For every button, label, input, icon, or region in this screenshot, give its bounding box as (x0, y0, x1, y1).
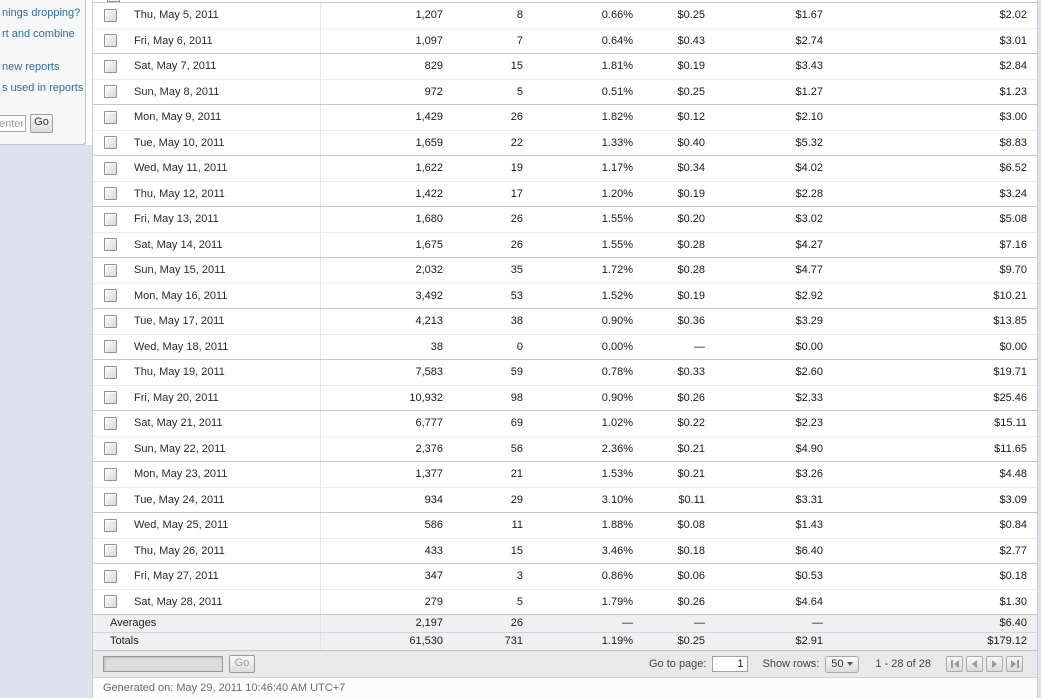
averages-clicks: 26 (510, 617, 523, 629)
row-rpm: $4.02 (795, 162, 823, 174)
row-cpc: $0.06 (677, 570, 705, 582)
report-rows (93, 3, 1037, 615)
table-row (93, 207, 1037, 233)
row-earnings: $1.23 (999, 85, 1027, 98)
row-ctr: 1.20% (601, 187, 633, 200)
row-rpm: $0.53 (795, 570, 823, 582)
row-pageviews: 4,213 (415, 315, 443, 327)
table-row (93, 54, 1037, 80)
row-checkbox-cell (93, 182, 127, 207)
row-date: Wed, May 11, 2011 (127, 156, 321, 181)
help-links-group-2 (0, 54, 85, 99)
row-checkbox-cell (93, 539, 127, 564)
checkbox-sliver (107, 0, 120, 2)
row-pageviews: 6,777 (415, 417, 443, 429)
averages-pageviews: 2,197 (415, 617, 443, 629)
averages-label: Averages (93, 615, 321, 632)
table-row (93, 411, 1037, 437)
row-earnings: $25.46 (993, 391, 1027, 404)
row-checkbox[interactable] (104, 34, 117, 47)
row-rpm: $3.26 (795, 468, 823, 480)
row-date: Fri, May 27, 2011 (127, 564, 321, 589)
row-checkbox[interactable] (104, 9, 117, 22)
row-checkbox-cell (93, 131, 127, 156)
row-rpm: $2.60 (795, 366, 823, 378)
row-checkbox[interactable] (104, 544, 117, 557)
row-checkbox[interactable] (104, 340, 117, 353)
row-clicks: 21 (510, 468, 523, 480)
previous-page-button[interactable] (966, 656, 983, 672)
row-rpm: $4.27 (795, 238, 823, 251)
row-clicks: 7 (516, 34, 523, 47)
last-page-button[interactable] (1006, 656, 1023, 672)
row-date: Sun, May 22, 2011 (127, 437, 321, 462)
clipped-top-row (93, 0, 1037, 3)
row-earnings: $3.24 (999, 187, 1027, 200)
row-date: Wed, May 18, 2011 (127, 335, 321, 360)
row-date: Mon, May 23, 2011 (127, 462, 321, 487)
generated-on-text: Generated on: May 29, 2011 10:46:40 AM UTC+7 (103, 682, 346, 694)
row-checkbox[interactable] (104, 417, 117, 430)
row-cpc: $0.19 (677, 289, 705, 302)
row-clicks: 26 (510, 111, 523, 123)
row-checkbox-cell (93, 233, 127, 258)
row-clicks: 17 (510, 187, 523, 200)
row-date: Sun, May 8, 2011 (127, 80, 321, 105)
row-earnings: $13.85 (993, 315, 1027, 327)
row-cpc: $0.25 (677, 9, 705, 21)
row-checkbox-cell (93, 590, 127, 615)
row-cpc: $0.08 (677, 519, 705, 531)
row-clicks: 8 (516, 9, 523, 21)
row-pageviews: 972 (424, 85, 443, 98)
row-cpc: $0.36 (677, 315, 705, 327)
first-page-icon (951, 660, 953, 668)
help-link-earnings-dropping[interactable]: nings dropping? (2, 7, 81, 19)
row-checkbox-cell (93, 258, 127, 283)
row-pageviews: 279 (424, 595, 443, 608)
table-row (93, 564, 1037, 590)
row-cpc: $0.26 (677, 595, 705, 608)
row-checkbox[interactable] (104, 519, 117, 532)
row-clicks: 59 (510, 366, 523, 378)
row-checkbox[interactable] (104, 187, 117, 200)
row-pageviews: 586 (424, 519, 443, 531)
row-clicks: 38 (510, 315, 523, 327)
row-clicks: 3 (516, 570, 523, 582)
totals-row (93, 633, 1037, 651)
row-ctr: 0.00% (601, 340, 633, 353)
row-checkbox[interactable] (104, 391, 117, 404)
row-pageviews: 1,659 (415, 136, 443, 149)
row-rpm: $4.77 (795, 264, 823, 276)
row-cpc: $0.43 (677, 34, 705, 47)
row-ctr: 0.78% (601, 366, 633, 378)
row-checkbox[interactable] (104, 162, 117, 175)
row-checkbox[interactable] (104, 238, 117, 251)
row-checkbox[interactable] (104, 264, 117, 277)
row-clicks: 11 (511, 519, 523, 531)
pagination-controls (649, 656, 1037, 673)
row-rpm: $2.23 (795, 417, 823, 429)
row-checkbox-cell (93, 105, 127, 130)
row-earnings: $2.84 (999, 60, 1027, 72)
table-row (93, 29, 1037, 55)
row-clicks: 29 (510, 493, 523, 506)
row-clicks: 98 (510, 391, 523, 404)
row-rpm: $3.29 (795, 315, 823, 327)
row-clicks: 19 (510, 162, 523, 174)
row-clicks: 22 (510, 136, 523, 149)
row-cpc: $0.28 (677, 238, 705, 251)
row-date: Sat, May 28, 2011 (127, 590, 321, 615)
row-ctr: 1.82% (601, 111, 633, 123)
row-ctr: 0.51% (601, 85, 633, 98)
row-clicks: 15 (510, 60, 523, 72)
row-checkbox-cell (93, 437, 127, 462)
table-footer-toolbar (93, 651, 1037, 677)
row-ctr: 3.46% (601, 544, 633, 557)
totals-clicks: 731 (504, 635, 523, 647)
row-rpm: $2.92 (795, 289, 823, 302)
row-pageviews: 3,492 (415, 289, 443, 302)
row-earnings: $4.48 (999, 468, 1027, 480)
row-earnings: $1.30 (999, 595, 1027, 608)
row-checkbox[interactable] (104, 595, 117, 608)
row-earnings: $8.83 (999, 136, 1027, 149)
row-date: Sun, May 15, 2011 (127, 258, 321, 283)
row-ctr: 1.17% (601, 162, 633, 174)
row-pageviews: 1,097 (415, 34, 443, 47)
row-ctr: 1.33% (601, 136, 633, 149)
row-checkbox-cell (93, 462, 127, 487)
row-cpc: $0.21 (677, 442, 705, 455)
totals-pageviews: 61,530 (409, 635, 443, 647)
row-pageviews: 433 (424, 544, 443, 557)
row-clicks: 26 (510, 238, 523, 251)
row-date: Fri, May 13, 2011 (127, 207, 321, 232)
row-ctr: 1.53% (601, 468, 633, 480)
row-date: Sat, May 14, 2011 (127, 233, 321, 258)
table-row (93, 3, 1037, 29)
averages-rpm: — (812, 617, 823, 629)
row-ctr: 1.55% (601, 213, 633, 225)
table-row (93, 513, 1037, 539)
totals-label: Totals (93, 633, 321, 650)
table-row (93, 233, 1037, 259)
row-ctr: 1.81% (601, 60, 633, 72)
row-clicks: 5 (516, 85, 523, 98)
row-earnings: $3.00 (999, 111, 1027, 123)
row-checkbox[interactable] (104, 493, 117, 506)
row-clicks: 35 (510, 264, 523, 276)
table-row (93, 360, 1037, 386)
row-earnings: $9.70 (999, 264, 1027, 276)
help-sidebar (0, 0, 86, 145)
row-earnings: $0.00 (999, 340, 1027, 353)
row-checkbox[interactable] (104, 85, 117, 98)
row-checkbox-cell (93, 156, 127, 181)
row-cpc: $0.26 (677, 391, 705, 404)
row-cpc: — (694, 340, 705, 353)
row-cpc: $0.33 (677, 366, 705, 378)
row-checkbox[interactable] (104, 111, 117, 124)
row-date: Tue, May 17, 2011 (127, 309, 321, 334)
row-checkbox[interactable] (104, 289, 117, 302)
row-checkbox-cell (93, 3, 127, 28)
row-pageviews: 1,377 (415, 468, 443, 480)
row-date: Tue, May 10, 2011 (127, 131, 321, 156)
row-pageviews: 1,207 (415, 9, 443, 21)
totals-ctr: 1.19% (601, 635, 633, 647)
row-ctr: 1.52% (601, 289, 633, 302)
row-checkbox-cell (93, 29, 127, 54)
row-pageviews: 1,675 (415, 238, 443, 251)
row-date: Thu, May 19, 2011 (127, 360, 321, 385)
row-checkbox[interactable] (104, 315, 117, 328)
row-rpm: $2.33 (795, 391, 823, 404)
row-checkbox[interactable] (104, 60, 117, 73)
row-date: Fri, May 20, 2011 (127, 386, 321, 411)
row-pageviews: 38 (430, 340, 443, 353)
row-cpc: $0.40 (677, 136, 705, 149)
row-checkbox[interactable] (104, 366, 117, 379)
row-checkbox-cell (93, 284, 127, 309)
totals-rpm: $2.91 (795, 635, 823, 647)
table-row (93, 309, 1037, 335)
row-date: Mon, May 9, 2011 (127, 105, 321, 130)
table-row (93, 284, 1037, 310)
averages-cpc: — (694, 617, 705, 629)
row-clicks: 15 (510, 544, 523, 557)
row-checkbox-cell (93, 80, 127, 105)
row-checkbox-cell (93, 513, 127, 538)
row-checkbox-cell (93, 564, 127, 589)
row-rpm: $4.90 (795, 442, 823, 455)
row-cpc: $0.19 (677, 187, 705, 200)
table-row (93, 258, 1037, 284)
row-earnings: $19.71 (993, 366, 1027, 378)
row-ctr: 2.36% (601, 442, 633, 455)
row-rpm: $5.32 (795, 136, 823, 149)
row-cpc: $0.22 (677, 417, 705, 429)
footer-text-input[interactable] (103, 656, 223, 672)
help-link-used-in-reports[interactable]: s used in reports (2, 82, 84, 94)
row-checkbox-cell (93, 411, 127, 436)
row-pageviews: 7,583 (415, 366, 443, 378)
row-rpm: $6.40 (795, 544, 823, 557)
row-clicks: 5 (516, 595, 523, 608)
go-to-page-label: Go to page: (648, 658, 707, 670)
help-link-sort-combine[interactable]: rt and combine (2, 28, 75, 40)
table-row (93, 488, 1037, 514)
row-checkbox[interactable] (104, 468, 117, 481)
row-ctr: 1.72% (601, 264, 633, 276)
row-ctr: 3.10% (601, 493, 633, 506)
table-row (93, 156, 1037, 182)
row-clicks: 69 (510, 417, 523, 429)
row-ctr: 0.66% (601, 9, 633, 21)
help-search (0, 114, 86, 134)
row-checkbox[interactable] (104, 570, 117, 583)
row-cpc: $0.28 (677, 264, 705, 276)
table-row (93, 462, 1037, 488)
last-page-icon (1011, 660, 1016, 668)
averages-ctr: — (622, 617, 633, 629)
help-link-new-reports[interactable]: new reports (2, 61, 60, 73)
table-row (93, 590, 1037, 616)
row-pageviews: 1,429 (415, 111, 443, 123)
row-checkbox-cell (93, 309, 127, 334)
row-rpm: $0.00 (795, 340, 823, 353)
row-cpc: $0.20 (677, 213, 705, 225)
averages-earnings: $6.40 (999, 617, 1027, 629)
row-earnings: $3.09 (999, 493, 1027, 506)
row-rpm: $2.28 (795, 187, 823, 200)
row-earnings: $5.08 (999, 213, 1027, 225)
row-cpc: $0.11 (678, 493, 705, 506)
help-search-go-button[interactable]: Go (30, 114, 53, 133)
row-rpm: $1.43 (795, 519, 823, 531)
row-cpc: $0.12 (677, 111, 705, 123)
row-earnings: $10.21 (993, 289, 1027, 302)
averages-row (93, 615, 1037, 633)
row-earnings: $0.84 (999, 519, 1027, 531)
table-row (93, 335, 1037, 361)
row-ctr: 0.90% (601, 315, 633, 327)
row-pageviews: 2,032 (415, 264, 443, 276)
totals-earnings: $179.12 (987, 635, 1027, 647)
show-rows-dropdown[interactable] (825, 656, 859, 673)
row-checkbox-cell (93, 335, 127, 360)
row-ctr: 1.79% (601, 595, 633, 608)
table-row (93, 182, 1037, 208)
row-date: Wed, May 25, 2011 (127, 513, 321, 538)
row-earnings: $3.01 (999, 34, 1027, 47)
row-checkbox-cell (93, 488, 127, 513)
row-pageviews: 829 (424, 60, 443, 72)
row-earnings: $2.02 (999, 9, 1027, 21)
row-rpm: $3.43 (795, 60, 823, 72)
row-cpc: $0.19 (677, 60, 705, 72)
previous-page-icon (972, 660, 977, 668)
row-ctr: 0.86% (601, 570, 633, 582)
table-row (93, 105, 1037, 131)
row-ctr: 1.02% (601, 417, 633, 429)
row-date: Thu, May 26, 2011 (127, 539, 321, 564)
row-rpm: $2.74 (795, 34, 823, 47)
row-rpm: $3.02 (795, 213, 823, 225)
row-checkbox-cell (93, 54, 127, 79)
row-checkbox[interactable] (104, 136, 117, 149)
help-search-input[interactable] (0, 115, 26, 132)
row-checkbox-cell (93, 386, 127, 411)
row-checkbox[interactable] (104, 442, 117, 455)
row-pageviews: 1,680 (415, 213, 443, 225)
row-checkbox[interactable] (104, 213, 117, 226)
help-links-group-1 (0, 0, 85, 45)
row-date: Tue, May 24, 2011 (127, 488, 321, 513)
row-ctr: 1.55% (601, 238, 633, 251)
row-clicks: 26 (510, 213, 523, 225)
next-page-icon (992, 660, 997, 668)
table-row (93, 539, 1037, 565)
table-row (93, 386, 1037, 412)
row-clicks: 0 (516, 340, 523, 353)
row-rpm: $2.10 (795, 111, 823, 123)
row-cpc: $0.25 (677, 85, 705, 98)
row-date: Thu, May 5, 2011 (127, 3, 321, 28)
row-ctr: 0.64% (601, 34, 633, 47)
next-page-button[interactable] (986, 656, 1003, 672)
row-earnings: $11.65 (994, 442, 1027, 455)
row-rpm: $1.67 (795, 9, 823, 21)
row-date: Fri, May 6, 2011 (127, 29, 321, 54)
row-cpc: $0.18 (677, 544, 705, 557)
row-cpc: $0.21 (677, 468, 705, 480)
page-number-input[interactable] (712, 656, 748, 672)
table-row (93, 80, 1037, 106)
row-earnings: $2.77 (999, 544, 1027, 557)
row-earnings: $6.52 (999, 162, 1027, 174)
table-row (93, 437, 1037, 463)
row-clicks: 56 (510, 442, 523, 455)
row-pageviews: 934 (424, 493, 443, 506)
row-date: Sat, May 21, 2011 (127, 411, 321, 436)
row-earnings: $7.16 (999, 238, 1027, 251)
row-earnings: $15.11 (994, 417, 1027, 429)
footer-go-button[interactable]: Go (229, 655, 255, 673)
row-pageviews: 2,376 (415, 442, 443, 455)
row-cpc: $0.34 (677, 162, 705, 174)
row-pageviews: 1,622 (415, 162, 443, 174)
row-date: Mon, May 16, 2011 (127, 284, 321, 309)
row-rpm: $3.31 (795, 493, 823, 506)
first-page-button[interactable] (946, 656, 963, 672)
row-checkbox-cell (93, 207, 127, 232)
row-date: Sat, May 7, 2011 (127, 54, 321, 79)
report-table-panel (92, 0, 1038, 698)
row-range-text: 1 - 28 of 28 (875, 658, 931, 670)
row-pageviews: 1,422 (415, 187, 443, 200)
row-clicks: 53 (510, 289, 523, 302)
show-rows-value: 50 (831, 658, 844, 670)
status-bar (93, 677, 1037, 698)
row-ctr: 1.88% (601, 519, 633, 531)
chevron-down-icon (847, 662, 853, 666)
row-rpm: $1.27 (795, 85, 823, 98)
row-earnings: $0.18 (999, 570, 1027, 582)
table-row (93, 131, 1037, 157)
show-rows-label: Show rows: (762, 658, 820, 670)
row-ctr: 0.90% (601, 391, 633, 404)
row-pageviews: 347 (424, 570, 443, 582)
row-pageviews: 10,932 (409, 391, 443, 404)
row-checkbox-cell (93, 360, 127, 385)
row-rpm: $4.64 (795, 595, 823, 608)
totals-cpc: $0.25 (677, 635, 705, 647)
row-date: Thu, May 12, 2011 (127, 182, 321, 207)
